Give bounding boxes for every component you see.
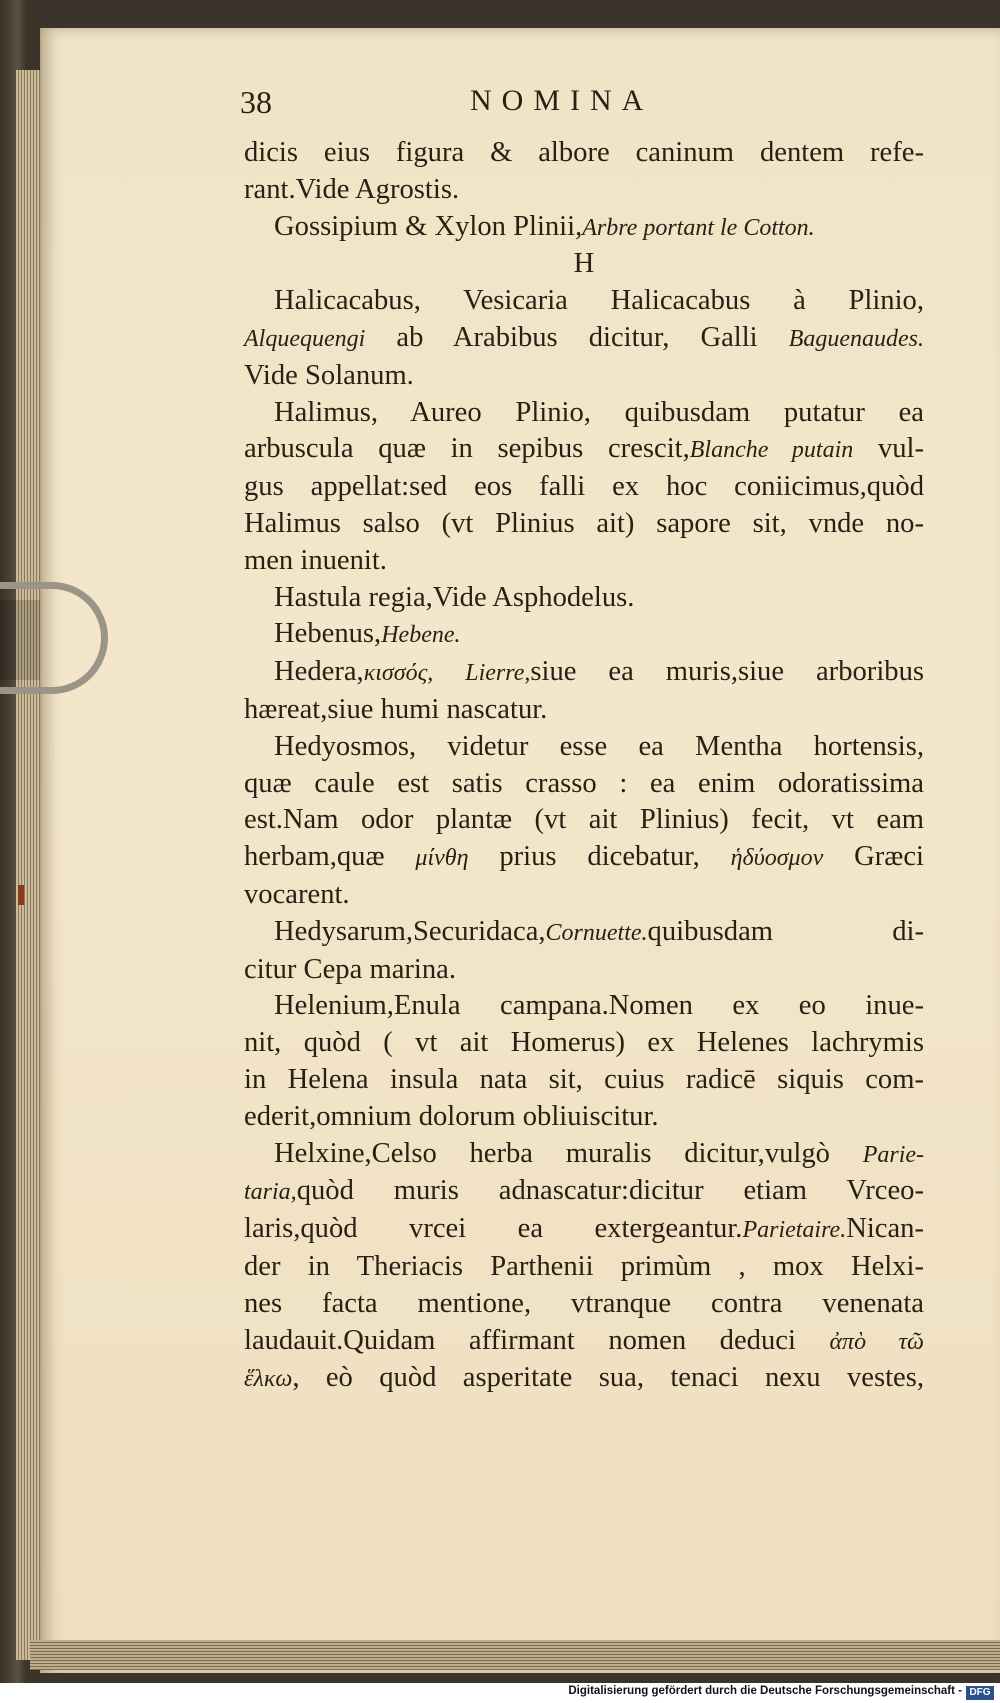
text-segment: nit, quòd ( vt ait Homerus) ex Helenes lachrymis — [244, 1027, 924, 1059]
italic-segment: Blanche putain — [689, 437, 854, 464]
text-segment: est.Nam odor plantæ (vt ait Plinius) fecit, vt eam — [244, 804, 924, 836]
page-stain — [18, 885, 24, 905]
dfg-logo: DFG — [966, 1686, 994, 1700]
text-segment: prius dicebatur, — [468, 841, 731, 873]
text-line — [244, 766, 924, 803]
text-line — [244, 172, 924, 209]
text-segment: vocarent. — [244, 878, 350, 910]
text-line — [244, 914, 924, 952]
italic-segment: Parie- — [862, 1141, 924, 1168]
text-segment: dicis eius figura & albore caninum dentem refe- — [244, 137, 924, 168]
text-segment — [433, 656, 465, 687]
text-line — [244, 431, 924, 469]
text-segment: ederit,omnium dolorum obliuiscitur. — [244, 1100, 659, 1132]
text-line — [244, 1360, 924, 1398]
text-line — [244, 283, 924, 320]
text-line — [244, 506, 924, 543]
text-line — [244, 209, 924, 247]
body-text — [244, 135, 924, 1398]
text-segment: quòd muris adnascatur:dicitur etiam Vrceo- — [296, 1175, 924, 1207]
digitization-credit: Digitalisierung gefördert durch die Deutsche Forschungsgemeinschaft - — [568, 1685, 962, 1697]
text-line — [244, 1173, 924, 1211]
text-segment: laudauit.Quidam affirmant nomen deduci — [244, 1324, 830, 1356]
italic-segment: ἕλκω — [244, 1366, 293, 1393]
text-line — [244, 1099, 924, 1136]
text-segment: Helenium,Enula campana.Nomen ex eo inue- — [274, 990, 924, 1022]
text-segment: gus appellat:sed eos falli ex hoc coniicimus,quòd — [244, 471, 924, 503]
italic-segment: Cornuette. — [545, 919, 648, 946]
text-segment: H — [573, 248, 595, 280]
text-segment: Halicacabus, Vesicaria Halicacabus à Plinio, — [274, 285, 924, 317]
text-line — [244, 877, 924, 914]
text-line — [244, 616, 924, 654]
text-segment: siue ea muris,siue arboribus — [530, 656, 924, 688]
text-line — [244, 1025, 924, 1062]
text-segment: in Helena insula nata sit, cuius radicē siquis com- — [244, 1063, 924, 1095]
text-segment: Hebenus, — [274, 618, 382, 650]
text-segment: der in Theriacis Parthenii primùm , mox Helxi- — [244, 1250, 924, 1282]
text-segment: Halimus, Aureo Plinio, quibusdam putatur ea — [274, 396, 924, 428]
text-line — [244, 729, 924, 766]
italic-segment: ἀπὸ τῶ — [829, 1328, 925, 1355]
text-line — [244, 320, 924, 358]
text-line — [244, 988, 924, 1025]
text-segment: Helxine,Celso herba muralis dicitur,vulgò — [274, 1137, 863, 1169]
text-line — [244, 469, 924, 506]
text-line — [244, 1062, 924, 1099]
text-segment: Nican- — [846, 1213, 924, 1245]
italic-segment: Alquequengi — [244, 325, 366, 352]
text-line — [244, 1286, 924, 1323]
text-line — [244, 1211, 924, 1249]
text-line — [244, 395, 924, 432]
text-segment: Hastula regia,Vide Asphodelus. — [274, 581, 635, 613]
text-line — [244, 543, 924, 580]
text-line — [244, 1323, 924, 1361]
text-segment: laris,quòd vrcei ea extergeantur. — [244, 1213, 743, 1245]
italic-segment: κισσός, — [363, 660, 434, 687]
italic-segment: Parietaire. — [742, 1217, 847, 1244]
text-line — [244, 952, 924, 989]
text-line — [244, 358, 924, 395]
text-line — [244, 839, 924, 877]
page-edges-bottom — [30, 1640, 1000, 1670]
text-segment: herbam,quæ — [244, 841, 416, 873]
italic-segment: Hebene. — [381, 622, 461, 649]
footer-bar — [0, 1683, 1000, 1703]
page-edges — [16, 70, 40, 1660]
text-line — [244, 802, 924, 839]
text-line — [244, 1249, 924, 1286]
text-segment: hæreat,siue humi nascatur. — [244, 693, 548, 725]
text-segment: arbuscula quæ in sepibus crescit, — [244, 433, 690, 465]
text-segment: , eò quòd asperitate sua, tenaci nexu vestes, — [292, 1362, 924, 1394]
text-segment: Hedera, — [274, 656, 364, 688]
italic-segment: μίνθη — [415, 845, 469, 872]
text-segment: Græci — [823, 841, 925, 873]
book-clasp — [0, 582, 108, 694]
text-segment: quibusdam di- — [647, 915, 924, 947]
text-segment: ab Arabibus dicitur, Galli — [365, 321, 789, 353]
text-segment: Vide Solanum. — [244, 359, 414, 391]
text-line — [244, 135, 924, 172]
italic-segment: Baguenaudes. — [788, 325, 924, 352]
italic-segment: Lierre, — [465, 660, 531, 687]
text-segment: quæ caule est satis crasso : ea enim odoratissima — [244, 767, 924, 799]
text-segment: Hedysarum,Securidaca, — [274, 915, 546, 947]
text-segment: Hedyosmos, videtur esse ea Mentha hortensis, — [274, 730, 924, 762]
text-line — [244, 1136, 924, 1174]
text-segment: men inuenit. — [244, 544, 387, 576]
text-line — [244, 692, 924, 729]
italic-segment: Arbre portant le Cotton. — [582, 214, 815, 241]
text-segment: citur Cepa marina. — [244, 953, 456, 985]
italic-segment: taria, — [244, 1179, 297, 1206]
text-line — [244, 246, 924, 283]
text-line — [244, 580, 924, 617]
text-segment: Halimus salso (vt Plinius ait) sapore sit, vnde no- — [244, 507, 924, 539]
italic-segment: ἡδύοσμον — [730, 845, 824, 872]
text-line — [244, 654, 924, 692]
page-header — [240, 84, 940, 124]
text-segment: rant.Vide Agrostis. — [244, 173, 460, 205]
page-number: 38 — [240, 84, 272, 120]
text-segment: Gossipium & Xylon Plinii, — [274, 210, 583, 242]
text-segment: nes facta mentione, vtranque contra venenata — [244, 1287, 924, 1319]
text-segment: vul- — [853, 433, 925, 465]
running-head: NOMINA — [470, 84, 654, 117]
